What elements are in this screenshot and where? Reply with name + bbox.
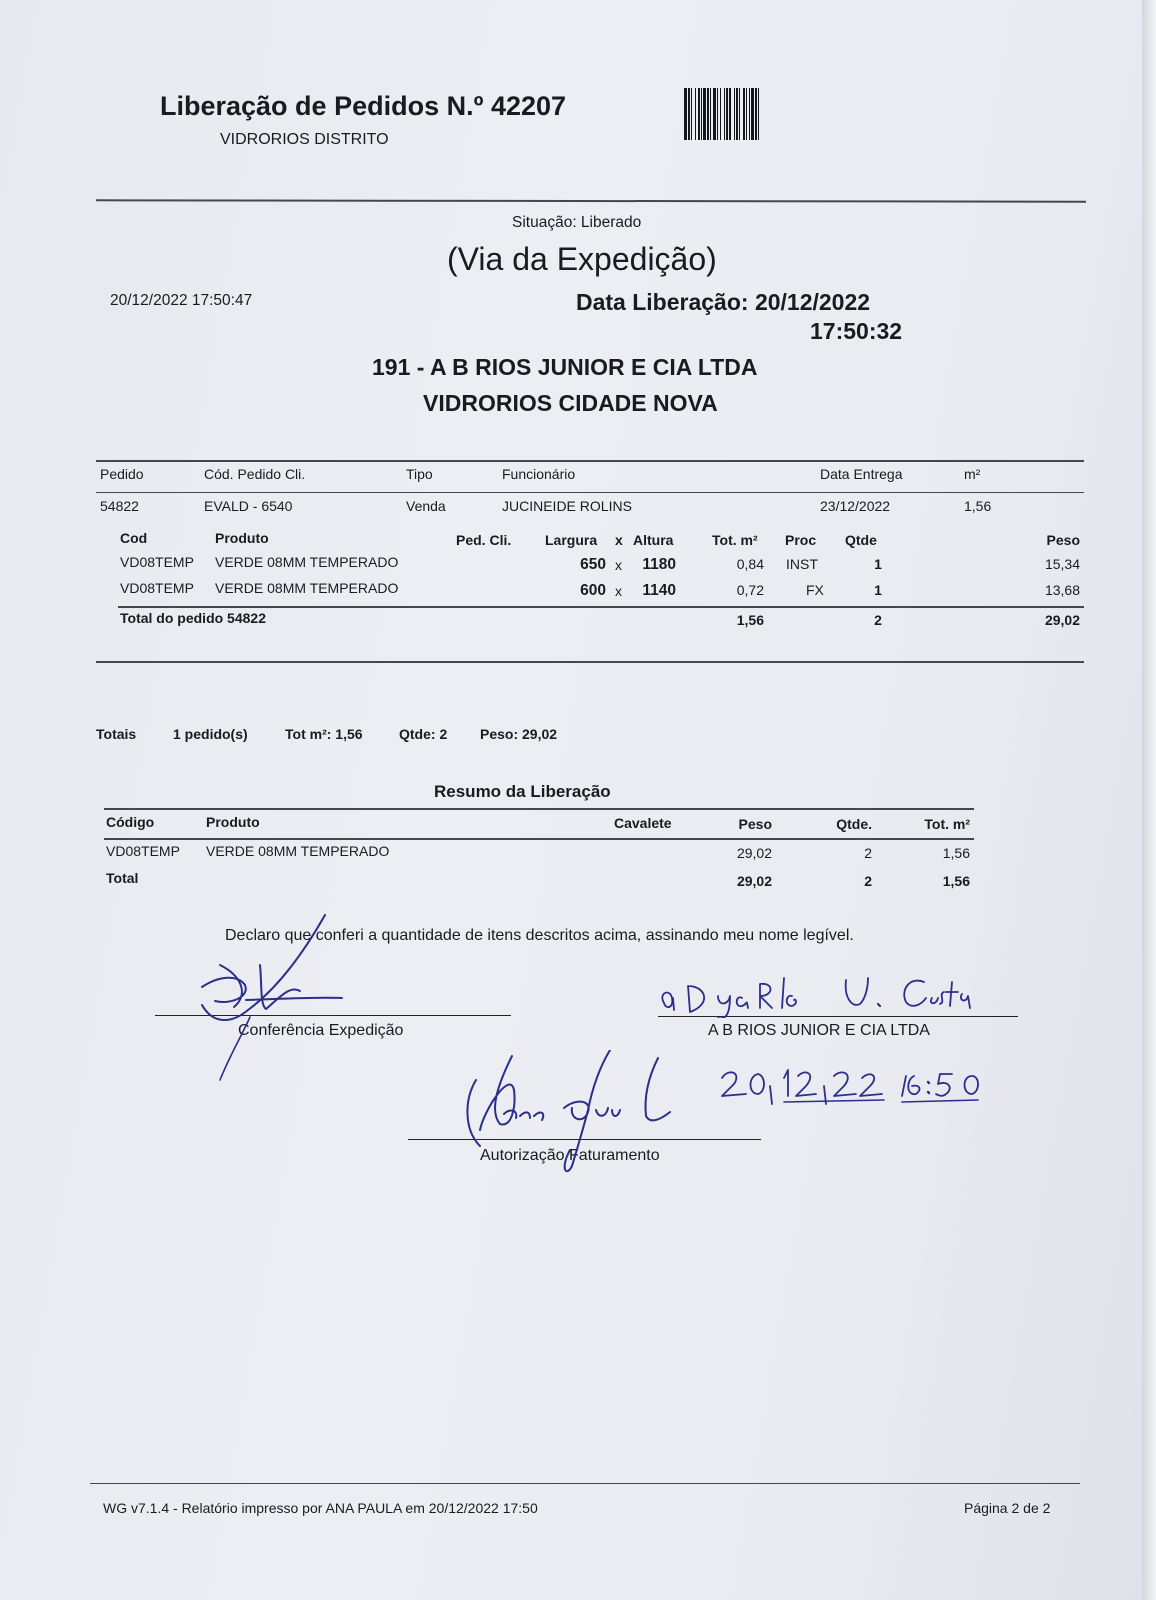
order-type: Venda [406, 498, 446, 514]
totals-pedidos: 1 pedido(s) [173, 726, 248, 742]
item-produto: VERDE 08MM TEMPERADO [215, 554, 399, 570]
item-peso: 15,34 [1044, 556, 1080, 572]
paper-edge [1142, 0, 1156, 1600]
totals-peso: Peso: 29,02 [480, 726, 558, 742]
summary-col-tot-m2: Tot. m² [924, 816, 970, 832]
summary-header-rule [104, 838, 974, 840]
release-time: 17:50:32 [810, 318, 903, 344]
barcode-icon [684, 88, 858, 140]
expedicao-label: Conferência Expedição [238, 1022, 404, 1039]
status-text: Situação: Liberado [512, 214, 642, 231]
order-m2: 1,56 [964, 498, 992, 514]
footer-printed-by: WG v7.1.4 - Relatório impresso por ANA PAULA em 20/12/2022 17:50 [103, 1500, 538, 1516]
summary-col-cavalete: Cavalete [614, 815, 672, 831]
order-number: 54822 [100, 498, 139, 514]
col-x: x [615, 532, 623, 548]
order-total-peso: 29,02 [1044, 612, 1080, 628]
totals-m2: Tot m²: 1,56 [285, 726, 363, 742]
col-largura: Largura [545, 532, 598, 548]
handwritten-datetime [716, 1064, 996, 1110]
col-m2: m² [964, 466, 981, 482]
page-number: Página 2 de 2 [964, 1500, 1051, 1516]
order-total-m2: 1,56 [736, 612, 764, 628]
summary-total-label: Total [106, 870, 139, 886]
item-x: x [615, 557, 622, 573]
items-total-rule [118, 606, 1084, 608]
col-cod-pedido-cli: Cód. Pedido Cli. [204, 466, 306, 482]
printed-timestamp: 20/12/2022 17:50:47 [110, 292, 253, 309]
col-produto: Produto [215, 530, 269, 546]
delivery-date: 23/12/2022 [820, 498, 891, 514]
faturamento-label: Autorização Faturamento [480, 1147, 660, 1164]
summary-peso: 29,02 [736, 845, 772, 861]
client-handwritten-signature [656, 968, 986, 1018]
col-cod: Cod [120, 530, 148, 546]
item-qtde: 1 [874, 582, 882, 598]
summary-total-peso: 29,02 [736, 873, 772, 889]
totals-qtde: Qtde: 2 [399, 726, 448, 742]
order-top-rule [96, 460, 1084, 462]
summary-tot-m2: 1,56 [942, 845, 970, 861]
col-funcionario: Funcionário [502, 466, 576, 482]
item-x: x [615, 583, 622, 599]
faturamento-handwritten-signature [460, 1050, 690, 1180]
col-tipo: Tipo [406, 466, 433, 482]
col-ped-cli: Ped. Cli. [456, 532, 512, 548]
item-peso: 13,68 [1044, 582, 1080, 598]
summary-col-codigo: Código [106, 814, 155, 830]
item-tot-m2: 0,84 [736, 556, 764, 572]
item-proc: FX [806, 582, 824, 598]
order-bottom-rule [96, 661, 1084, 663]
client-order-code: EVALD - 6540 [204, 498, 293, 514]
item-largura: 650 [580, 556, 606, 573]
item-cod: VD08TEMP [120, 580, 194, 596]
summary-col-produto: Produto [206, 814, 260, 830]
summary-top-rule [104, 808, 974, 810]
col-qtde: Qtde [845, 532, 877, 548]
document-title: Liberação de Pedidos N.º 42207 [160, 91, 567, 121]
summary-title: Resumo da Liberação [434, 782, 611, 801]
item-largura: 600 [580, 582, 606, 599]
col-peso: Peso [1046, 532, 1080, 548]
item-produto: VERDE 08MM TEMPERADO [215, 580, 399, 596]
summary-qtde: 2 [864, 845, 872, 861]
employee-name: JUCINEIDE ROLINS [502, 498, 632, 514]
item-altura: 1180 [642, 556, 676, 573]
totals-label: Totais [96, 726, 137, 742]
item-altura: 1140 [642, 582, 676, 599]
header-divider [96, 199, 1086, 202]
item-cod: VD08TEMP [120, 554, 194, 570]
footer-rule [90, 1483, 1080, 1484]
client-signature-label: A B RIOS JUNIOR E CIA LTDA [708, 1022, 930, 1039]
release-date: Data Liberação: 20/12/2022 [576, 289, 871, 315]
col-proc: Proc [785, 532, 817, 548]
item-qtde: 1 [874, 556, 882, 572]
client-branch: VIDRORIOS CIDADE NOVA [423, 390, 718, 416]
summary-produto: VERDE 08MM TEMPERADO [206, 843, 390, 859]
col-altura: Altura [633, 532, 674, 548]
col-tot-m2: Tot. m² [712, 532, 758, 548]
copy-type: (Via da Expedição) [447, 241, 717, 277]
order-total-label: Total do pedido 54822 [120, 610, 266, 626]
summary-total-qtde: 2 [864, 873, 872, 889]
order-header-rule [96, 492, 1084, 493]
summary-col-qtde: Qtde. [836, 816, 872, 832]
item-proc: INST [786, 556, 818, 572]
summary-codigo: VD08TEMP [106, 843, 180, 859]
client-name: 191 - A B RIOS JUNIOR E CIA LTDA [372, 354, 758, 380]
summary-col-peso: Peso [738, 816, 772, 832]
order-total-qtde: 2 [874, 612, 882, 628]
expedicao-handwritten-signature [190, 905, 360, 1085]
company-name: VIDRORIOS DISTRITO [220, 131, 389, 148]
item-tot-m2: 0,72 [736, 582, 764, 598]
col-data-entrega: Data Entrega [820, 466, 903, 482]
declaration-text: Declaro que conferi a quantidade de itens descritos acima, assinando meu nome legível. [225, 927, 854, 944]
summary-total-tot-m2: 1,56 [942, 873, 970, 889]
col-pedido: Pedido [100, 466, 144, 482]
